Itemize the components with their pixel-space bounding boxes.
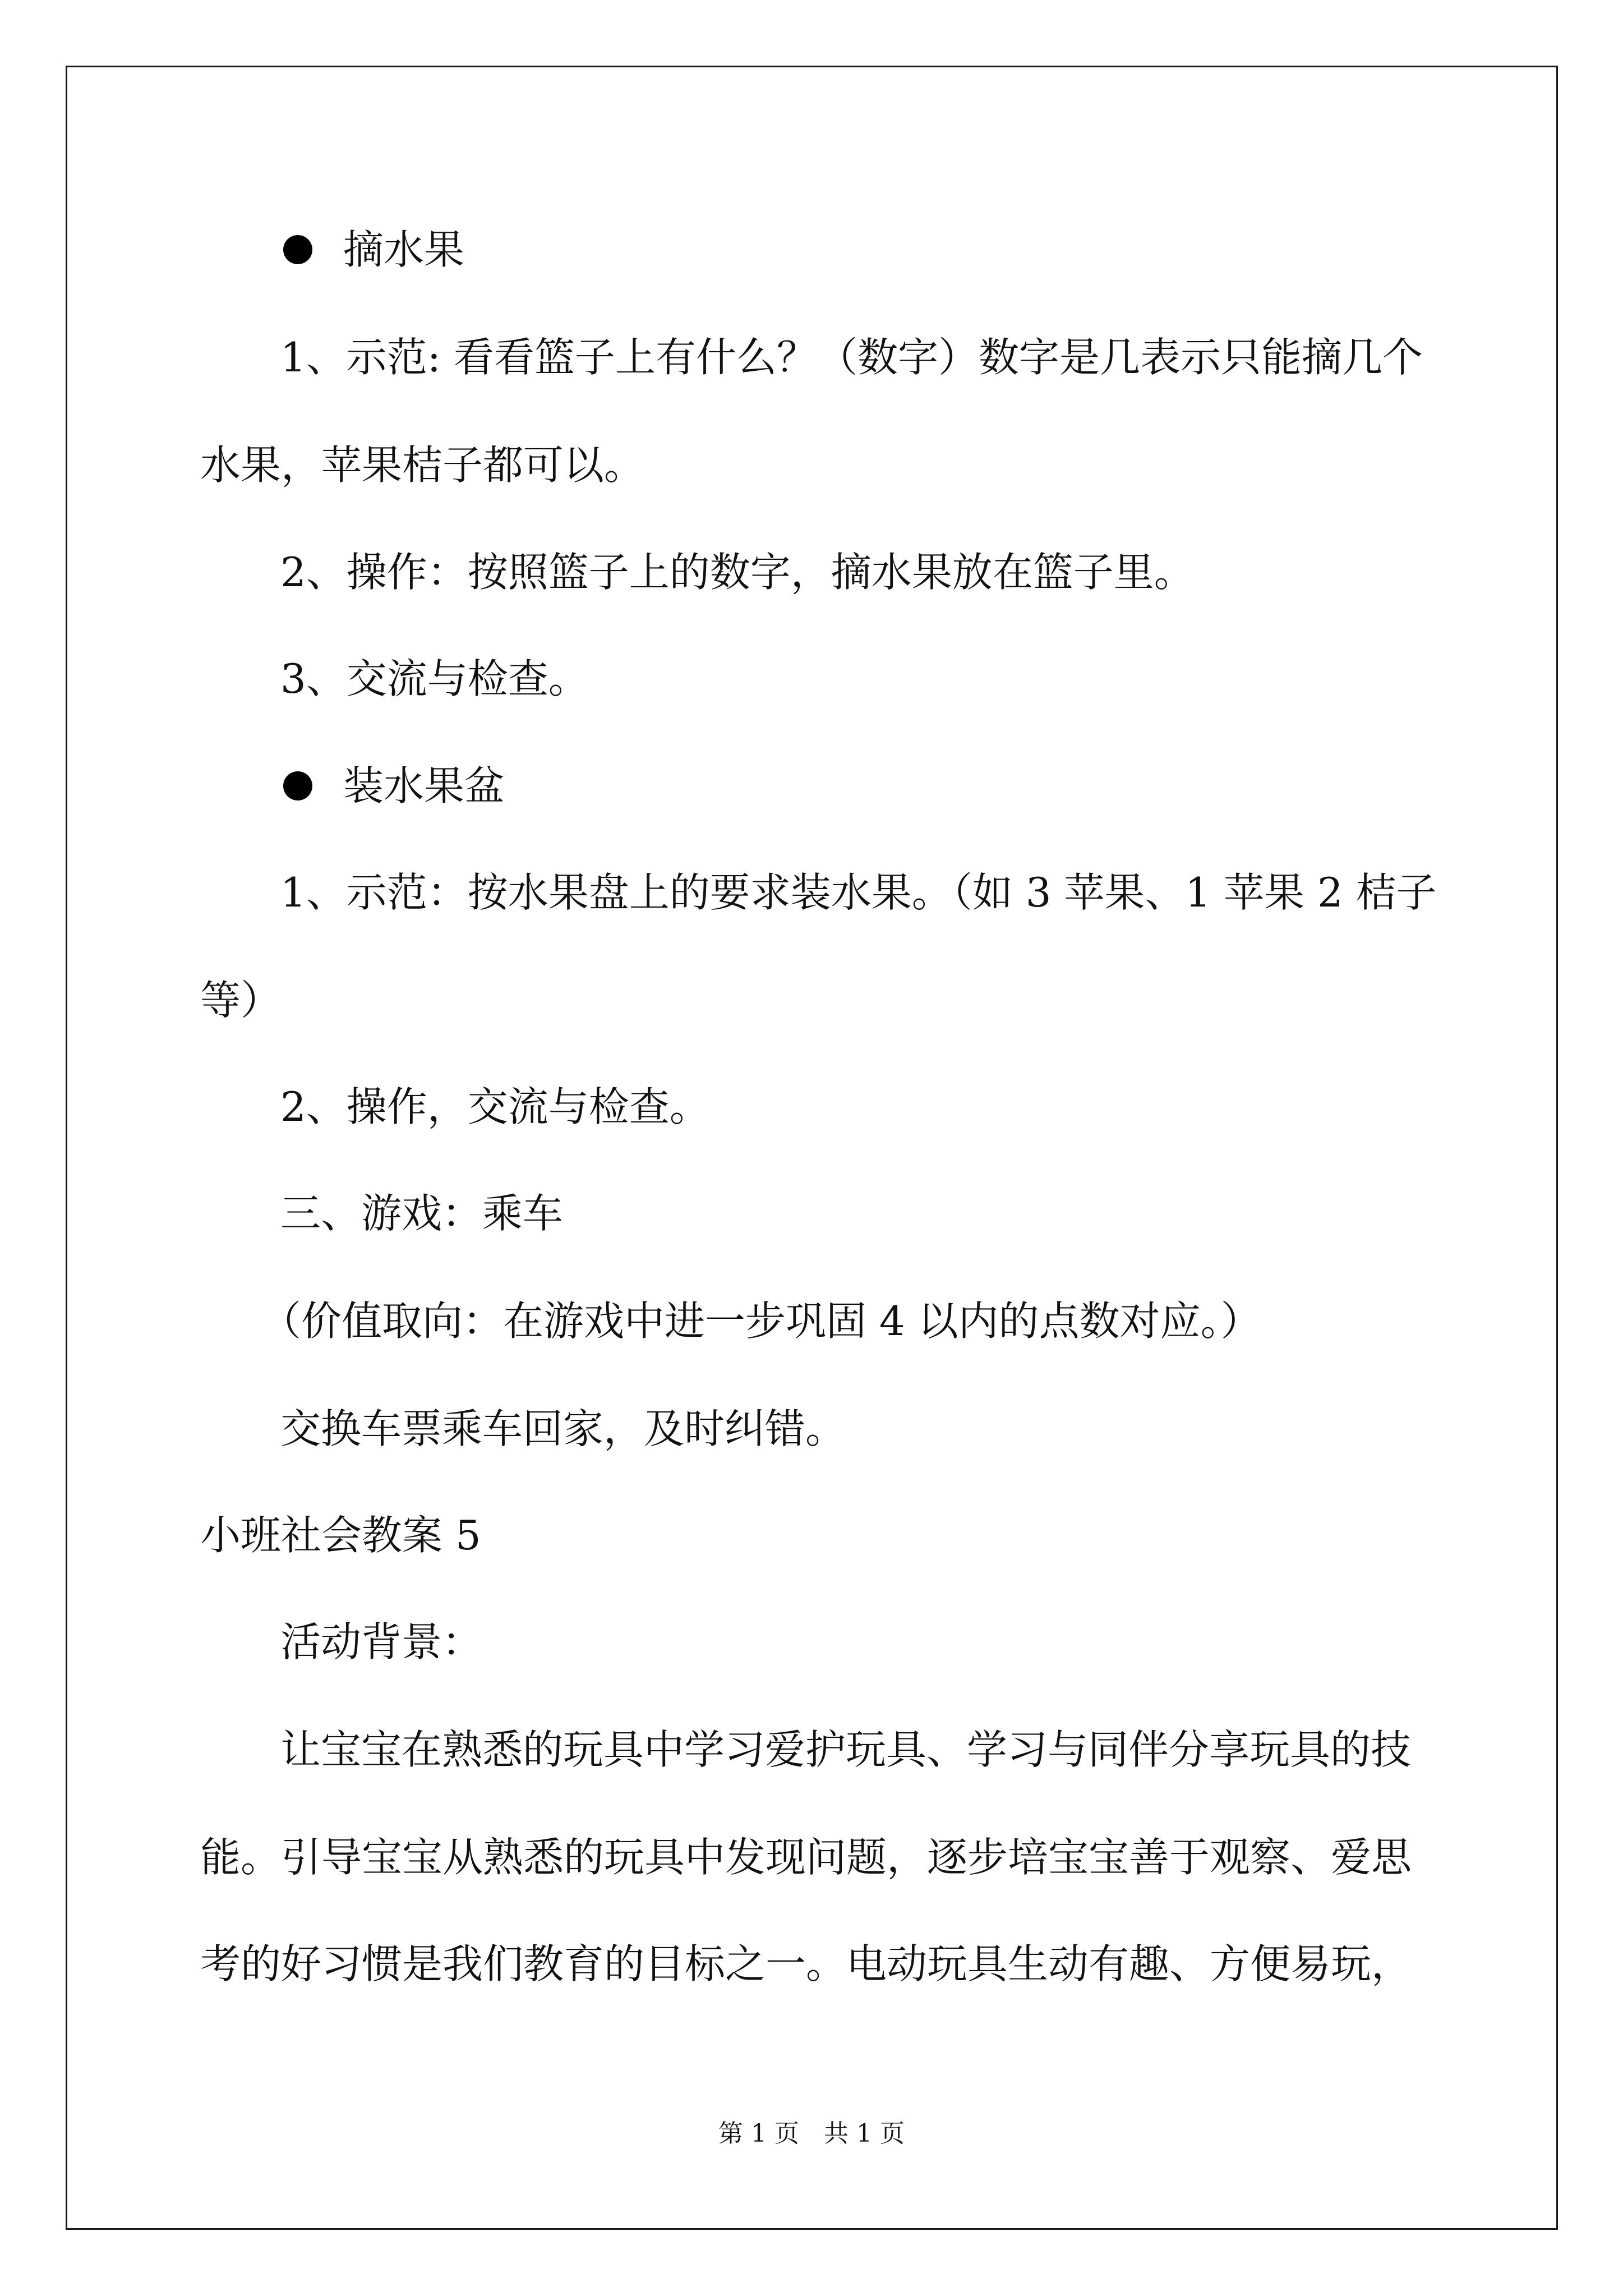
page-border bbox=[66, 66, 1558, 2230]
paragraph-line: 考的好习惯是我们教育的目标之一。电动玩具生动有趣、方便易玩， bbox=[200, 1940, 1412, 1987]
paragraph-line: 2、操作，交流与检查。 bbox=[280, 1083, 710, 1130]
lesson-title: 小班社会教案 5 bbox=[200, 1512, 481, 1559]
paragraph-line: 让宝宝在熟悉的玩具中学习爱护玩具、学习与同伴分享玩具的技 bbox=[280, 1726, 1412, 1773]
subheading-background: 活动背景： bbox=[280, 1618, 483, 1665]
bullet-icon bbox=[283, 771, 312, 800]
section-heading-fruit-bowl: 装水果盆 bbox=[343, 762, 505, 809]
paragraph-line: 水果，苹果桔子都可以。 bbox=[200, 441, 645, 489]
paragraph-line: 3、交流与检查。 bbox=[280, 655, 589, 702]
bullet-icon bbox=[283, 235, 312, 264]
paragraph-line: 能。引导宝宝从熟悉的玩具中发现问题，逐步培宝宝善于观察、爱思 bbox=[200, 1834, 1412, 1881]
paragraph-line: （价值取向：在游戏中进一步巩固 4 以内的点数对应。） bbox=[261, 1297, 1261, 1345]
paragraph-line: 1、示范：按水果盘上的要求装水果。（如 3 苹果、1 苹果 2 桔子 bbox=[280, 869, 1437, 916]
page-total: 共 1 页 bbox=[824, 2119, 905, 2148]
paragraph-line: 2、操作：按照篮子上的数字，摘水果放在篮子里。 bbox=[280, 549, 1195, 596]
paragraph-line: 1、示范: 看看篮子上有什么？（数字）数字是几表示只能摘几个 bbox=[280, 334, 1423, 381]
section-heading-pick-fruit: 摘水果 bbox=[343, 226, 465, 273]
page-footer bbox=[0, 2118, 1623, 2150]
paragraph-line: 等） bbox=[200, 977, 282, 1024]
page-number: 第 1 页 bbox=[718, 2119, 799, 2148]
paragraph-line: 交换车票乘车回家，及时纠错。 bbox=[280, 1405, 846, 1452]
section-heading-game: 三、游戏：乘车 bbox=[280, 1190, 564, 1237]
